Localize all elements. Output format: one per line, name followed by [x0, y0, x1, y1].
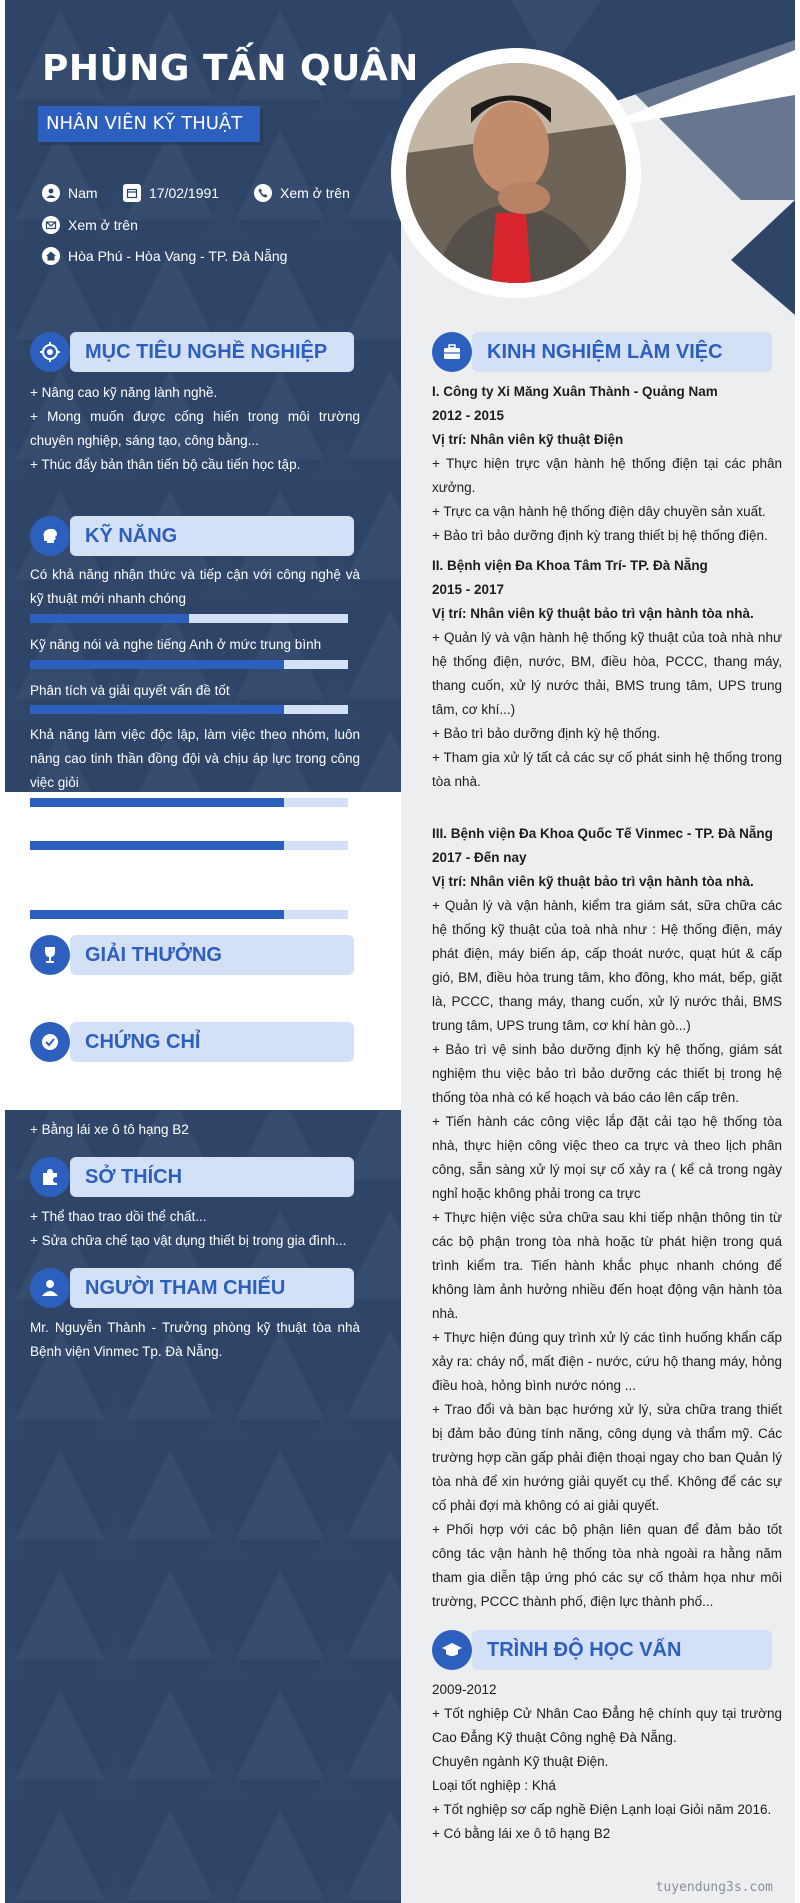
skill-fill — [30, 660, 284, 669]
objective-line: + Nâng cao kỹ năng lành nghề. — [30, 385, 218, 400]
section-title: NGƯỜI THAM CHIẾU — [85, 1277, 286, 1299]
section-awards-header — [30, 935, 354, 975]
duty-line: + Bảo trì bảo dưỡng định kỳ trang thiết bị hệ thống điện. — [432, 528, 768, 543]
skill-bar — [30, 705, 348, 714]
company-name: III. Bệnh viện Đa Khoa Quốc Tế Vinmec - TP. Đà Nẵng — [432, 826, 773, 841]
candidate-name: PHÙNG TẤN QUÂN — [42, 48, 419, 89]
section-references-header — [30, 1268, 354, 1308]
skill-fill — [30, 910, 284, 919]
duty-line: + Thực hiện trực vận hành hệ thống điện tại các phân xưởng. — [432, 456, 782, 495]
section-experience-header — [432, 332, 772, 372]
avatar — [406, 63, 626, 283]
gender-text: Nam — [68, 185, 98, 201]
education-line: + Tốt nghiệp Cử Nhân Cao Đẳng hệ chính quy tại trường Cao Đẳng Kỹ thuật Công nghệ Đà Nẵng. — [432, 1706, 782, 1745]
puzzle-icon — [30, 1157, 70, 1197]
job-role: Vị trí: Nhân viên kỹ thuật bảo trì vận hành tòa nhà. — [432, 606, 754, 621]
duty-line: + Trao đổi và bàn bạc hướng xử lý, sửa chữa trang thiết bị đảm bảo đúng tính năng, công dụng và thẩm mỹ. Các trường hợp cần gấp phải điện thoại ngay cho ban Quản lý tòa nhà để xin hướng giải quyết cụ thể. Không để các sự cố phải đợi mà không có ai giải quyết. — [432, 1402, 782, 1513]
experience-block-1 — [432, 380, 782, 548]
user-icon — [42, 184, 60, 202]
cv-page — [5, 0, 795, 1903]
section-title: SỞ THÍCH — [85, 1166, 183, 1188]
address-text: Hòa Phú - Hòa Vang - TP. Đà Nẵng — [68, 248, 288, 264]
duty-line: + Bảo trì vệ sinh bảo dưỡng định kỳ hệ thống, giám sát nghiệm thu việc bảo trì bảo dưỡng các thiết bị trong hệ thống tòa nhà có kế hoạch và báo cáo lên cấp trên. — [432, 1042, 782, 1105]
section-objective-header — [30, 332, 354, 372]
duty-line: + Bảo trì bảo dưỡng định kỳ hệ thống. — [432, 726, 661, 741]
education-line: Loại tốt nghiệp : Khá — [432, 1778, 556, 1793]
skill-bar — [30, 910, 348, 919]
skill-text: Phân tích và giải quyết vấn đề tốt — [30, 683, 230, 698]
email-row — [42, 216, 138, 234]
duty-line: + Phối hợp với các bộ phận liên quan để đảm bảo tốt công tác vận hành hệ thống tòa nhà ngoài ra hằng năm tham gia diễn tập ứng phó các sự cố thảm họa như môi trường, PCCC thành phố, điện lực thành phố... — [432, 1522, 782, 1609]
gender-row — [42, 184, 98, 202]
graduation-cap-icon — [432, 1630, 472, 1670]
duty-line: + Thực hiện việc sửa chữa sau khi tiếp nhận thông tin từ các bộ phận trong tòa nhà hoặc từ phát hiện trong quá trình kiểm tra. Tiến hành khắc phục nhanh chóng để không làm ảnh hưởng nhiều đến hoạt động vận hành tòa nhà. — [432, 1210, 782, 1321]
objective-line: + Mong muốn được cống hiến trong môi trường chuyên nghiệp, sáng tạo, công bằng... — [30, 409, 360, 448]
company-name: I. Công ty Xi Măng Xuân Thành - Quảng Nam — [432, 384, 718, 399]
address-row — [42, 247, 287, 265]
job-role: Vị trí: Nhân viên kỹ thuật bảo trì vận hành tòa nhà. — [432, 874, 754, 889]
hobby-line: + Thể thao trao dồi thể chất... — [30, 1209, 207, 1224]
watermark: tuyendung3s.com — [655, 1880, 773, 1895]
duty-line: + Trực ca vận hành hệ thống điện dây chuyền sản xuất. — [432, 504, 766, 519]
work-period: 2017 - Đến nay — [432, 850, 527, 865]
phone-row — [254, 184, 350, 202]
education-line: + Có bằng lái xe ô tô hạng B2 — [432, 1826, 611, 1841]
skill-fill — [30, 798, 284, 807]
section-title: KỸ NĂNG — [85, 525, 178, 547]
skill-text: Có khả năng nhận thức và tiếp cận với công nghệ và kỹ thuật mới nhanh chóng — [30, 567, 360, 606]
person-icon — [30, 1268, 70, 1308]
objective-text — [30, 381, 360, 477]
duty-line: + Quản lý và vận hành, kiểm tra giám sát, sữa chữa các hệ thống kỹ thuật của toà nhà như : Hệ thống điện, máy phát điện, máy biến áp, cấp thoát nước, quạt hút & cấp gió, BM, điều hòa trung tâm, kho đông, kho mát, bếp, giặt là, PCCC, thang máy, thang cuốn, xử lý nước thải, BMS trung tâm, UPS trung tâm, cơ khí hàn gò...) — [432, 898, 782, 1033]
badge-check-icon — [30, 1022, 70, 1062]
section-hobbies-header — [30, 1157, 354, 1197]
duty-line: + Quản lý và vận hành hệ thống kỹ thuật của toà nhà như hệ thống điện, nước, BM, điều hòa, PCCC, thang máy, thang cuốn, xử lý nước thải, BMS trung tâm, UPS trung tâm, cơ khí...) — [432, 630, 782, 717]
skill-fill — [30, 705, 284, 714]
birthday-text: 17/02/1991 — [149, 185, 220, 201]
experience-block-3 — [432, 822, 782, 1614]
calendar-icon — [123, 184, 141, 202]
hobbies-text — [30, 1205, 360, 1253]
trophy-icon — [30, 935, 70, 975]
section-certificates-header — [30, 1022, 354, 1062]
section-title: CHỨNG CHỈ — [85, 1031, 201, 1053]
duty-line: + Thực hiện đúng quy trình xử lý các tình huống khẩn cấp xảy ra: cháy nổ, mất điện - nước, cứu hộ thang máy, hỏng điều hoà, hỏng bình nước nóng ... — [432, 1330, 782, 1393]
birthday-row — [123, 184, 219, 202]
reference-text: Mr. Nguyễn Thành - Trưởng phòng kỹ thuật tòa nhà Bệnh viện Vinmec Tp. Đà Nẵng. — [30, 1320, 360, 1359]
email-icon — [42, 216, 60, 234]
work-period: 2012 - 2015 — [432, 408, 505, 423]
skill-fill — [30, 841, 284, 850]
section-title: MỤC TIÊU NGHỀ NGHIỆP — [85, 341, 328, 363]
experience-block-2 — [432, 554, 782, 794]
section-title: TRÌNH ĐỘ HỌC VẤN — [487, 1639, 682, 1661]
duty-line: + Tiến hành các công việc lắp đặt cải tạo hệ thống tòa nhà, thực hiện công việc theo ca trực và theo lịch phân công, sẵn sàng xử lý mọi sự cố xảy ra ( kể cả trong ngày nghỉ hoặc không phải trong ca trực — [432, 1114, 782, 1201]
objective-line: + Thúc đẩy bản thân tiến bộ cầu tiến học tập. — [30, 457, 301, 472]
section-title: GIẢI THƯỞNG — [85, 944, 222, 966]
education-line: Chuyên ngành Kỹ thuật Điện. — [432, 1754, 609, 1769]
home-icon — [42, 247, 60, 265]
phone-icon — [254, 184, 272, 202]
brain-icon — [30, 516, 70, 556]
section-title: KINH NGHIỆM LÀM VIỆC — [487, 341, 723, 363]
education-line: 2009-2012 — [432, 1682, 497, 1697]
skill-bar — [30, 841, 348, 850]
target-icon — [30, 332, 70, 372]
phone-text: Xem ở trên — [280, 185, 350, 201]
skill-text: Kỹ năng nói và nghe tiếng Anh ở mức trung bình — [30, 637, 322, 652]
job-title: NHÂN VIÊN KỸ THUẬT — [38, 106, 260, 142]
section-skills-header — [30, 516, 354, 556]
company-name: II. Bệnh viện Đa Khoa Tâm Trí- TP. Đà Nẵng — [432, 558, 708, 573]
education-text — [432, 1678, 782, 1846]
hobby-line: + Sửa chữa chế tạo vật dụng thiết bị trong gia đình... — [30, 1233, 347, 1248]
skill-text: Khả năng làm việc độc lập, làm việc theo nhóm, luôn nâng cao tinh thần đồng đội và chịu áp lực trong công việc giỏi — [30, 727, 360, 790]
duty-line: + Tham gia xử lý tất cả các sự cố phát sinh hệ thống trong tòa nhà. — [432, 750, 782, 789]
email-text: Xem ở trên — [68, 217, 138, 233]
section-education-header — [432, 1630, 772, 1670]
certificate-line: + Bằng lái xe ô tô hạng B2 — [30, 1122, 189, 1137]
skill-bar — [30, 798, 348, 807]
skill-bar — [30, 614, 348, 623]
work-period: 2015 - 2017 — [432, 582, 505, 597]
skill-fill — [30, 614, 189, 623]
briefcase-icon — [432, 332, 472, 372]
job-role: Vị trí: Nhân viên kỹ thuật Điện — [432, 432, 624, 447]
skill-bar — [30, 660, 348, 669]
education-line: + Tốt nghiệp sơ cấp nghề Điện Lạnh loại Giỏi năm 2016. — [432, 1802, 772, 1817]
